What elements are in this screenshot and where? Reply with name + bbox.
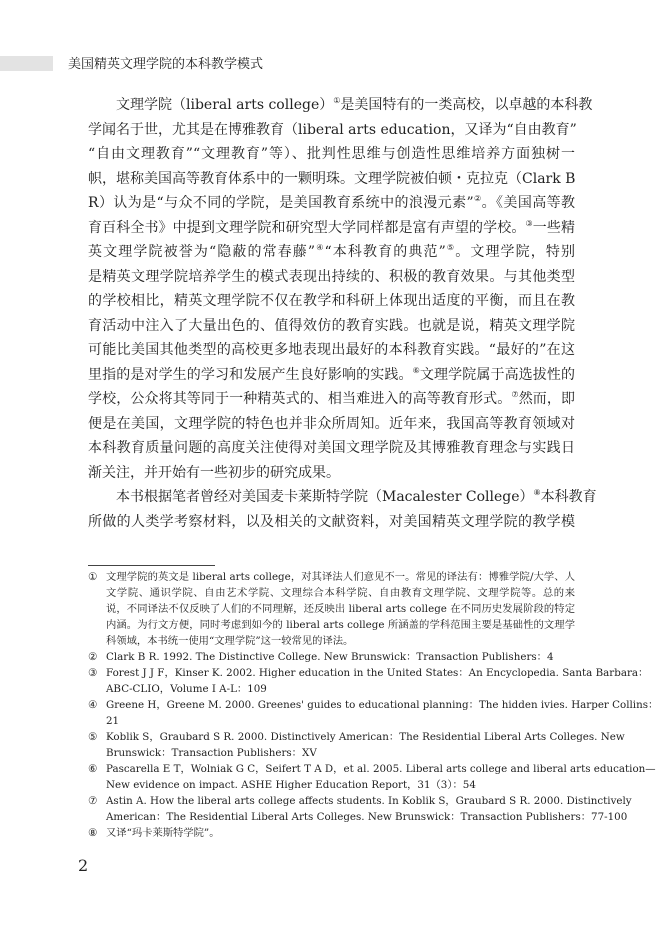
text-run: 所做的人类学考察材料，以及相关的文献资料，对美国精英文理学院的教学模 bbox=[88, 513, 575, 530]
footnote bbox=[88, 665, 649, 697]
footnote-line: 文理学院的英文是 liberal arts college，对其译法人们意见不一。常见的译法有：博雅学院/大学、人 bbox=[106, 571, 575, 583]
footnote-line: New evidence on impact. ASHE Higher Education Report，31（3）：54 bbox=[106, 779, 476, 791]
footnote-line: Forest J J F，Kinser K. 2002. Higher education in the United States：An Encyclopedia. Santa Barbara： bbox=[106, 667, 649, 679]
footnote-marker: ③ bbox=[88, 667, 98, 679]
body-line bbox=[88, 412, 575, 437]
body-line bbox=[88, 191, 575, 216]
body-line bbox=[88, 485, 597, 510]
text-run: 帜，堪称美国高等教育体系中的一颗明珠。文理学院被伯顿・克拉克（Clark B bbox=[88, 170, 576, 187]
footnote bbox=[88, 569, 575, 649]
footnote-line: 内涵。为行文方便，同时考虑到如今的 liberal arts college 所涵盖的学科范围主要是基础性的文理学 bbox=[106, 619, 575, 631]
text-run: 本科教育 bbox=[540, 489, 597, 505]
text-run: 。文理学院，特别 bbox=[455, 244, 576, 260]
body-line bbox=[88, 240, 575, 265]
text-run: R）认为是“与众不同的学院，是美国教育系统中的浪漫元素” bbox=[88, 195, 474, 211]
body-line bbox=[88, 289, 575, 314]
text-run: 的学校相比，精英文理学院不仅在教学和科研上体现出适度的平衡，而且在教 bbox=[88, 293, 575, 309]
footnote bbox=[88, 825, 575, 841]
body-line bbox=[88, 461, 575, 486]
footnote-marker: ⑥ bbox=[88, 763, 98, 775]
body-line bbox=[88, 167, 575, 192]
text-run: 本科教育质量问题的高度关注使得对美国文理学院及其博雅教育理念与实践日 bbox=[88, 440, 575, 456]
body-line bbox=[88, 314, 575, 339]
text-run: “本科教育的典范” bbox=[324, 244, 446, 260]
text-run: 本书根据笔者曾经对美国麦卡莱斯特学院（Macalester College） bbox=[116, 489, 534, 505]
body-line bbox=[88, 338, 575, 363]
footnote-line: 文学院、通识学院、自由艺术学院、文理综合本科学院、自由教育文理学院、文理学院等。总的来 bbox=[106, 587, 575, 599]
text-run: 是美国特有的一类高校，以卓越的本科教 bbox=[340, 97, 593, 113]
footnote-line: 科领域，本书统一使用“文理学院”这一较常见的译法。 bbox=[106, 635, 354, 647]
footnote-line: Clark B R. 1992. The Distinctive College. New Brunswick：Transaction Publishers：4 bbox=[106, 651, 554, 663]
footnote-marker: ⑦ bbox=[88, 795, 98, 807]
text-run: “自由文理教育”“文理教育”等）、批判性思维与创造性思维培养方面独树一 bbox=[88, 146, 575, 162]
text-run: 学校，公众将其等同于一种精英式的、相当难进入的高等教育形式。 bbox=[88, 391, 512, 407]
header-bar bbox=[0, 56, 53, 71]
body-line bbox=[88, 387, 575, 412]
footnote-ref: ⑦ bbox=[511, 390, 519, 399]
footnote-line: Brunswick：Transaction Publishers：XV bbox=[106, 747, 317, 759]
text-run: 一些精 bbox=[532, 219, 576, 236]
footnote bbox=[88, 761, 656, 793]
footnote-line: Greene H，Greene M. 2000. Greenes' guides to educational planning：The hidden ivies. Harper Collins： bbox=[106, 699, 659, 711]
footnote-line: ABC-CLIO，Volume Ⅰ A-L：109 bbox=[106, 683, 267, 695]
footnote-marker: ② bbox=[88, 651, 98, 663]
footnote-ref: ① bbox=[333, 96, 341, 105]
text-run: 学闻名于世，尤其是在博雅教育（liberal arts education，又译为“自由教育” bbox=[88, 121, 577, 138]
footnote-ref: ② bbox=[473, 194, 482, 203]
text-run: 里指的是对学生的学习和发展产生良好影响的实践。 bbox=[88, 366, 413, 383]
footnote-marker: ⑧ bbox=[88, 827, 98, 839]
footnote bbox=[88, 793, 632, 825]
footnote-marker: ⑤ bbox=[88, 731, 98, 743]
footnote-ref: ⑥ bbox=[412, 365, 420, 375]
footnote-line: American：The Residential Liberal Arts Colleges. New Brunswick：Transaction Publishers：77-100 bbox=[106, 811, 628, 823]
text-run: 育活动中注入了大量出色的、值得效仿的教育实践。也就是说，精英文理学院 bbox=[88, 317, 575, 334]
footnote-ref: ⑧ bbox=[533, 488, 541, 497]
text-run: 文理学院（liberal arts college） bbox=[116, 97, 334, 113]
body-line bbox=[88, 216, 575, 241]
running-header-title: 美国精英文理学院的本科教学模式 bbox=[68, 57, 264, 72]
footnote-line: Koblik S，Graubard S R. 2000. Distinctively American：The Residential Liberal Arts Colleges. New bbox=[106, 731, 625, 743]
footnote-line: 说，不同译法不仅反映了人们的不同理解，还反映出 liberal arts college 在不同历史发展阶段的特定 bbox=[106, 603, 575, 615]
footnotes bbox=[88, 569, 659, 841]
body-line bbox=[88, 142, 575, 167]
text-run: 文理学院属于高选拔性的 bbox=[419, 366, 576, 383]
footnote-line: Astin A. How the liberal arts college affects students. In Koblik S，Graubard S R. 2000. Distinctively bbox=[106, 795, 632, 807]
page-number: 2 bbox=[78, 856, 89, 875]
footnote-divider bbox=[88, 565, 215, 566]
footnote-line: 又译“玛卡莱斯特学院”。 bbox=[106, 827, 220, 839]
footnote-ref: ③ bbox=[525, 218, 533, 228]
text-run: 然而，即 bbox=[518, 391, 576, 407]
footnote-marker: ① bbox=[88, 571, 98, 583]
body-line bbox=[88, 93, 593, 118]
body-line bbox=[88, 265, 575, 290]
body-line bbox=[88, 363, 575, 388]
text-run: 便是在美国，文理学院的特色也并非众所周知。近年来，我国高等教育领域对 bbox=[88, 415, 575, 432]
text-run: 是精英文理学院培养学生的模式表现出持续的、积极的教育效果。与其他类型 bbox=[88, 268, 575, 285]
text-run: 英文理学院被誉为“隐蔽的常春藤” bbox=[88, 244, 316, 260]
footnote bbox=[88, 697, 659, 729]
body-text bbox=[88, 93, 597, 534]
footnote-line: Pascarella E T，Wolniak G C，Seifert T A D，et al. 2005. Liberal arts college and liberal arts education— bbox=[106, 763, 656, 775]
text-run: 育百科全书》中提到文理学院和研究型大学同样都是富有声望的学校。 bbox=[88, 219, 526, 236]
body-line bbox=[88, 436, 575, 461]
footnote-ref: ⑤ bbox=[445, 243, 456, 252]
footnote bbox=[88, 729, 625, 761]
footnote-ref: ④ bbox=[315, 243, 325, 252]
footnote bbox=[88, 649, 575, 665]
footnote-line: 21 bbox=[106, 715, 120, 727]
body-line bbox=[88, 510, 575, 535]
footnote-marker: ④ bbox=[88, 699, 98, 711]
body-line bbox=[88, 118, 575, 143]
text-run: 可能比美国其他类型的高校更多地表现出最好的本科教育实践。“最好的”在这 bbox=[88, 342, 575, 358]
text-run: 渐关注，并开始有一些初步的研究成果。 bbox=[88, 464, 340, 481]
text-run: 。《美国高等教 bbox=[481, 195, 576, 211]
